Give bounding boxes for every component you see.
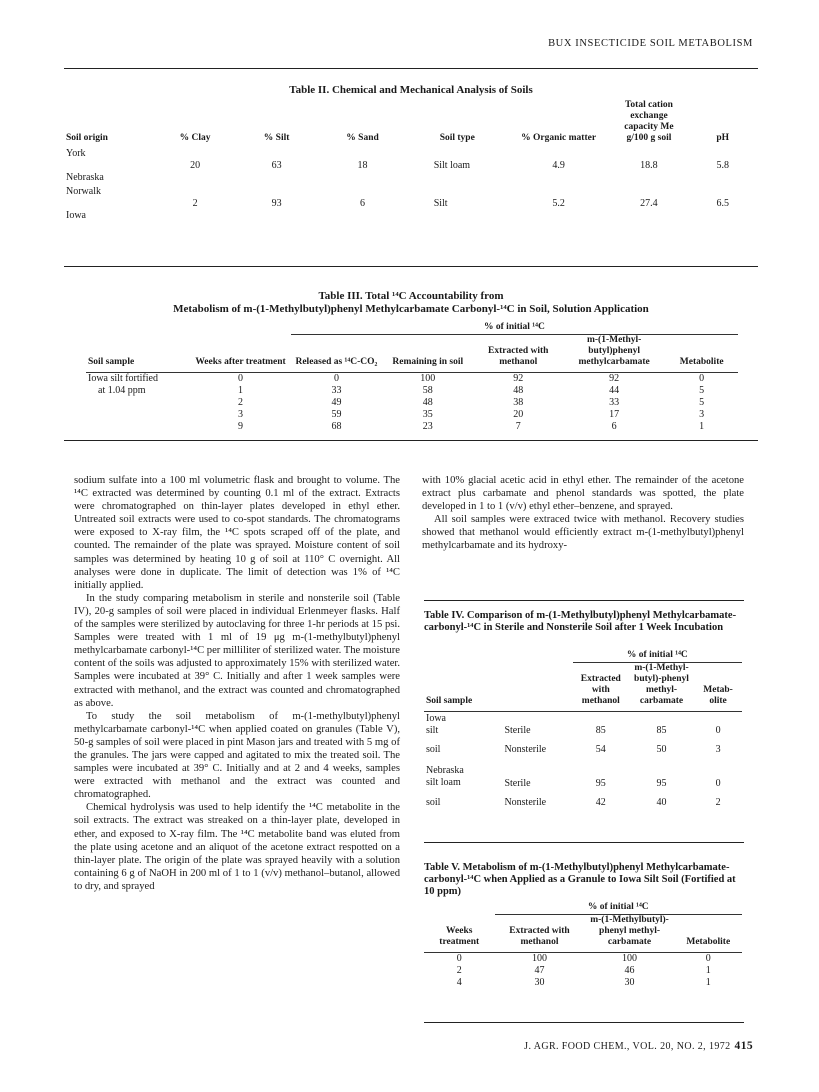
page-number: 415 xyxy=(734,1040,753,1052)
soil-sample-cell: soil xyxy=(426,744,441,755)
body-paragraph: Chemical hydrolysis was used to help identify the ¹⁴C metabolite in the soil extracts. The extract was streaked on a thin-layer plate, developed in ether, and exposed to X-ray film. The ¹⁴C metabolite band was eluted from the plate using acetone and an aliquot of the acetone extract respotted on a thin-layer plate. The origin of the plate was sprayed heavily with a solution containing 6 g of NaOH in 200 ml of 1 to 1 (v/v) methanol–butanol, allowed to dry, and sprayed xyxy=(74,802,400,892)
extracted-cell: 7 xyxy=(515,421,521,432)
weeks-cell: 3 xyxy=(238,409,244,420)
table-row xyxy=(424,738,742,757)
table-4-span-header: % of initial ¹⁴C xyxy=(573,650,742,663)
metabolite-cell: 3 xyxy=(715,744,721,755)
table-2-header: % Clay xyxy=(179,133,211,143)
soil-origin: York xyxy=(66,148,86,159)
soil-type-cell: Silt loam xyxy=(433,160,471,171)
table-row xyxy=(424,953,742,966)
silt-cell: 63 xyxy=(271,160,282,171)
table-4-top-rule xyxy=(424,600,744,601)
journal-citation: J. AGR. FOOD CHEM., VOL. 20, NO. 2, 1972 xyxy=(524,1041,731,1052)
carbamate-cell: 92 xyxy=(609,373,620,384)
extracted-cell: 20 xyxy=(513,409,524,420)
table-2-header: % Sand xyxy=(346,133,379,143)
table-2-header: Soil origin xyxy=(66,133,108,143)
table-2-caption: Table II. Chemical and Mechanical Analysis of Soils xyxy=(289,84,533,96)
released-cell: 59 xyxy=(331,409,342,420)
header-rule xyxy=(64,68,758,69)
released-cell: 0 xyxy=(333,373,339,384)
extracted-cell: 54 xyxy=(595,744,606,755)
table-5-header: Metabolite xyxy=(686,937,731,947)
carbamate-cell: 33 xyxy=(609,397,620,408)
released-cell: 33 xyxy=(331,385,342,396)
body-paragraph: with 10% glacial acetic acid in ethyl ether. The remainder of the acetone extract plus carbamate and phenol standards was spotted, the plate developed in 1 to 1 (v/v) ethyl ether–benzene, and sprayed. xyxy=(422,475,744,513)
table-5-span-header: % of initial ¹⁴C xyxy=(495,902,743,915)
silt-cell: 93 xyxy=(271,198,282,209)
carbamate-cell: 30 xyxy=(624,977,635,988)
table-2-header: % Organic matter xyxy=(521,133,597,143)
left-text-column xyxy=(74,474,400,893)
table-2-header: Soil type xyxy=(439,133,475,143)
table-row xyxy=(424,965,742,977)
clay-cell: 20 xyxy=(190,160,201,171)
table-3-header: Metabolite xyxy=(679,357,724,367)
carbamate-cell: 46 xyxy=(624,965,635,976)
metabolite-cell: 1 xyxy=(705,965,711,976)
table-3-caption-line: Metabolism of m-(1-Methylbutyl)phenyl Methylcarbamate Carbonyl-¹⁴C in Soil, Solution Application xyxy=(173,303,649,315)
soil-sample-cell: Nebraska xyxy=(426,765,464,776)
metabolite-cell: 3 xyxy=(699,409,705,420)
soil-sample-cell: at 1.04 ppm xyxy=(98,385,146,396)
extracted-cell: 100 xyxy=(531,953,547,964)
carbamate-cell: 100 xyxy=(622,953,638,964)
treatment-cell: Sterile xyxy=(504,778,531,789)
carbamate-cell: 40 xyxy=(656,797,667,808)
running-head: BUX INSECTICIDE SOIL METABOLISM xyxy=(548,38,753,49)
weeks-cell: 9 xyxy=(238,421,244,432)
carbamate-cell: 50 xyxy=(656,744,667,755)
soil-origin: Norwalk xyxy=(66,186,101,197)
treatment-cell: Nonsterile xyxy=(504,744,547,755)
body-paragraph: To study the soil metabolism of m-(1-methylbutyl)phenyl methylcarbamate carbonyl-¹⁴C when applied coated on granules (Table V), 50-g samples of soil were placed in pint Mason jars and treated with 5 mg of the granules. The jars were capped and agitated to mix the treated soil. The samples were incubated at 39° C. Initially and at 2 and 4 weeks, samples were extracted with methanol and the extract was counted and chromatographed. xyxy=(74,710,400,801)
soil-sample-cell: Iowa xyxy=(426,713,446,724)
table-5-header: Extracted with methanol xyxy=(509,926,570,947)
metabolite-cell: 0 xyxy=(715,725,721,736)
table-2-header: Total cation exchange capacity Me g/100 g soil xyxy=(624,100,674,143)
extracted-cell: 30 xyxy=(534,977,545,988)
table-row xyxy=(86,397,738,409)
table-5-header: Weeks treatment xyxy=(439,926,480,947)
carbamate-cell: 17 xyxy=(609,409,620,420)
table-3-span-header: % of initial ¹⁴C xyxy=(291,322,738,335)
table-2-header: pH xyxy=(716,133,730,143)
soil-sample-cell: silt loam xyxy=(426,777,461,788)
body-paragraph: In the study comparing metabolism in sterile and nonsterile soil (Table IV), 20-g samples of soil were placed in individual Erlenmeyer flasks. Half of the samples were sterilized by autoclaving for three 1-hr periods at 15 psi. Samples were treated with 1 ml of 19 μg m-(1-methylbutyl)phenyl methylcarbamate carbonyl-¹⁴C per milliliter of sterilized water. The moisture content of the soils was adjusted to approximately 15% with sterilized water. Samples were incubated at 39° C. Initially and after 1 week samples were extracted with methanol, and the extract was counted and chromatographed as above. xyxy=(74,592,400,709)
soil-sample-cell: silt xyxy=(426,725,439,736)
extracted-cell: 95 xyxy=(595,778,606,789)
table-3-header: Weeks after treatment xyxy=(195,357,286,367)
table-4-bottom-rule xyxy=(424,842,744,843)
remaining-cell: 35 xyxy=(422,409,433,420)
sand-cell: 6 xyxy=(360,198,366,209)
weeks-cell: 4 xyxy=(456,977,462,988)
extracted-cell: 92 xyxy=(513,373,524,384)
weeks-cell: 2 xyxy=(238,397,244,408)
remaining-cell: 48 xyxy=(422,397,433,408)
table-4-header: Soil sample xyxy=(426,696,473,706)
metabolite-cell: 5 xyxy=(699,397,705,408)
sand-cell: 18 xyxy=(357,160,368,171)
page-footer xyxy=(524,1040,753,1052)
organic-matter-cell: 4.9 xyxy=(552,160,565,171)
table-row xyxy=(86,385,738,397)
carbamate-cell: 95 xyxy=(656,778,667,789)
soil-origin: Nebraska xyxy=(66,172,104,183)
table-row xyxy=(424,757,742,791)
carbamate-cell: 85 xyxy=(656,725,667,736)
table-3-header: Soil sample xyxy=(88,357,135,367)
extracted-cell: 38 xyxy=(513,397,524,408)
table-row xyxy=(64,147,758,185)
soil-origin: Iowa xyxy=(66,210,86,221)
released-cell: 68 xyxy=(331,421,342,432)
carbamate-cell: 6 xyxy=(611,421,617,432)
soil-sample-cell: Iowa silt fortified xyxy=(88,373,158,384)
metabolite-cell: 2 xyxy=(715,797,721,808)
cec-cell: 18.8 xyxy=(640,160,658,171)
table-3 xyxy=(86,322,738,433)
body-paragraph: sodium sulfate into a 100 ml volumetric flask and brought to volume. The ¹⁴C extracted was determined by counting 0.1 ml of the extract. Extracts were chromatographed on thin-layer plates developed in ethyl ether. Untreated soil extracts were used to co-spot standards. The chromatograms were exposed to X-ray film, the ¹⁴C spots scraped off of the plate, and counted. The remainder of the plate was sprayed. Moisture content of soil samples was determined by heating 10 g of soil at 110° C overnight. All analyses were done in duplicate. The limit of detection was 1% of ¹⁴C initially applied. xyxy=(74,475,400,591)
table-4-caption: Table IV. Comparison of m-(1-Methylbutyl)phenyl Methylcarbamate-carbonyl-¹⁴C in Sterile and Nonsterile Soil after 1 Week Incubation xyxy=(424,610,737,633)
right-text-column xyxy=(422,474,744,553)
remaining-cell: 23 xyxy=(422,421,433,432)
table-row xyxy=(86,421,738,433)
table-4-header: m-(1-Methyl-butyl)-phenyl methyl-carbamate xyxy=(634,663,689,706)
extracted-cell: 85 xyxy=(595,725,606,736)
table-row xyxy=(64,185,758,223)
soil-type-cell: Silt xyxy=(433,198,448,209)
table-3-bottom-rule xyxy=(64,440,758,441)
metabolite-cell: 1 xyxy=(699,421,705,432)
weeks-cell: 2 xyxy=(456,965,462,976)
table-row xyxy=(86,409,738,421)
table-2-bottom-rule xyxy=(64,266,758,267)
table-3-header: Extracted with methanol xyxy=(488,346,549,367)
table-3-header: Released as ¹⁴C-CO₂ xyxy=(295,357,378,367)
table-4-header: Extracted with methanol xyxy=(580,674,621,706)
metabolite-cell: 0 xyxy=(715,778,721,789)
table-3-caption xyxy=(64,290,758,316)
table-5-caption: Table V. Metabolism of m-(1-Methylbutyl)phenyl Methylcarbamate-carbonyl-¹⁴C when Applied as a Granule to Iowa Silt Soil (Fortified at 10 ppm) xyxy=(424,862,736,897)
metabolite-cell: 1 xyxy=(705,977,711,988)
table-3-caption-line: Table III. Total ¹⁴C Accountability from xyxy=(318,290,504,302)
ph-cell: 6.5 xyxy=(716,198,729,209)
ph-cell: 5.8 xyxy=(716,160,729,171)
table-row xyxy=(424,791,742,810)
metabolite-cell: 5 xyxy=(699,385,705,396)
table-row xyxy=(424,712,742,739)
table-2 xyxy=(64,100,758,223)
table-3-header: m-(1-Methyl-butyl)phenyl methylcarbamate xyxy=(578,335,650,367)
cec-cell: 27.4 xyxy=(640,198,658,209)
carbamate-cell: 44 xyxy=(609,385,620,396)
metabolite-cell: 0 xyxy=(705,953,711,964)
table-4-header: Metab-olite xyxy=(703,685,733,706)
body-paragraph: All soil samples were extraced twice with methanol. Recovery studies showed that methanol would efficiently extract m-(1-methylbutyl)phenyl methylcarbamate and its hydroxy- xyxy=(422,514,744,552)
organic-matter-cell: 5.2 xyxy=(552,198,565,209)
metabolite-cell: 0 xyxy=(699,373,705,384)
table-5-header: m-(1-Methylbutyl)-phenyl methyl-carbamate xyxy=(590,915,669,947)
table-row xyxy=(86,373,738,386)
clay-cell: 2 xyxy=(192,198,198,209)
released-cell: 49 xyxy=(331,397,342,408)
weeks-cell: 1 xyxy=(238,385,244,396)
extracted-cell: 48 xyxy=(513,385,524,396)
table-2-header: % Silt xyxy=(263,133,290,143)
treatment-cell: Nonsterile xyxy=(504,797,547,808)
weeks-cell: 0 xyxy=(238,373,244,384)
weeks-cell: 0 xyxy=(456,953,462,964)
table-4 xyxy=(424,650,742,810)
remaining-cell: 100 xyxy=(420,373,436,384)
remaining-cell: 58 xyxy=(422,385,433,396)
extracted-cell: 47 xyxy=(534,965,545,976)
table-5-bottom-rule xyxy=(424,1022,744,1023)
table-3-header: Remaining in soil xyxy=(392,357,464,367)
table-row xyxy=(424,977,742,989)
table-5 xyxy=(424,902,742,989)
treatment-cell: Sterile xyxy=(504,725,531,736)
extracted-cell: 42 xyxy=(595,797,606,808)
soil-sample-cell: soil xyxy=(426,797,441,808)
